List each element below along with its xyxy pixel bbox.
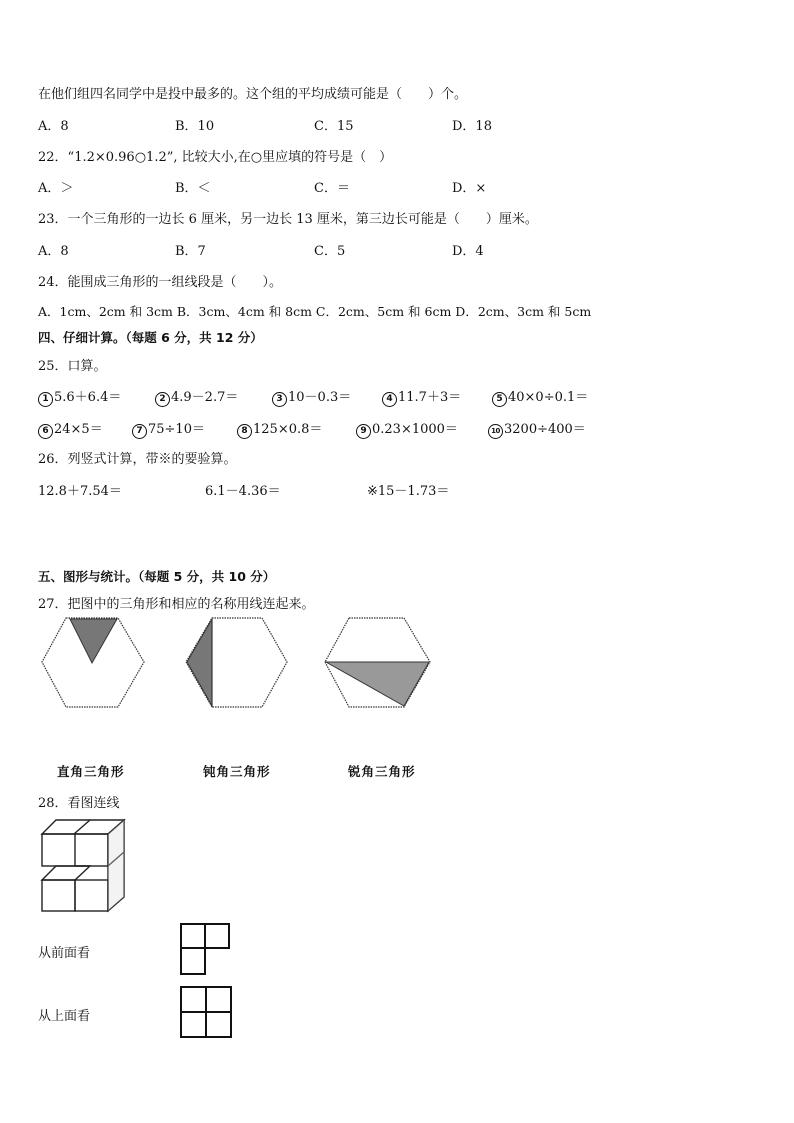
- q25-expr: 40×0÷0.1＝: [508, 390, 589, 405]
- q22-text: 22．“1.2×0.96○1.2”, 比较大小,在○里应填的符号是（ ）: [38, 150, 393, 165]
- q25-item-10: [488, 418, 586, 439]
- q21-option-a[interactable]: A．8: [38, 119, 69, 134]
- q25-expr: 4.9－2.7＝: [171, 390, 239, 405]
- circled-number: 9: [356, 424, 371, 439]
- caption-acute-triangle: 锐角三角形: [348, 764, 416, 779]
- q22-option-c[interactable]: C．＝: [314, 181, 350, 196]
- hexagon-figure-1: [40, 615, 150, 711]
- cube-stack-figure: [38, 817, 130, 915]
- circled-number: 3: [272, 392, 287, 407]
- q25-expr: 11.7＋3＝: [398, 390, 462, 405]
- q25-item-2: [155, 386, 238, 407]
- q25-item-1: [38, 386, 121, 407]
- q27-text: 27．把图中的三角形和相应的名称用线连起来。: [38, 597, 315, 612]
- q26-text: 26．列竖式计算，带※的要验算。: [38, 452, 237, 467]
- q21-option-d[interactable]: D．18: [452, 119, 492, 134]
- q21-text: 在他们组四名同学中是投中最多的。这个组的平均成绩可能是（ ）个。: [38, 87, 468, 102]
- q25-item-6: [38, 418, 103, 439]
- label-front-view: 从前面看: [38, 946, 91, 961]
- q24-options[interactable]: A．1cm、2cm 和 3cm B．3cm、4cm 和 8cm C．2cm、5cm 和 6cm D．2cm、3cm 和 5cm: [38, 304, 592, 319]
- hexagon-figure-3: [322, 615, 434, 711]
- caption-obtuse-triangle: 钝角三角形: [203, 764, 271, 779]
- circled-number: 8: [237, 424, 252, 439]
- circled-number: 6: [38, 424, 53, 439]
- circled-number: 5: [492, 392, 507, 407]
- q25-item-3: [272, 386, 351, 407]
- q24-text: 24．能围成三角形的一组线段是（ ）。: [38, 275, 283, 290]
- section4-title: 四、仔细计算。（每题 6 分，共 12 分）: [38, 330, 263, 345]
- q25-text: 25．口算。: [38, 359, 107, 374]
- front-view-grid: [178, 921, 232, 977]
- q21-option-b[interactable]: B．10: [175, 119, 215, 134]
- q25-expr: 75÷10＝: [148, 422, 205, 437]
- q23-option-a[interactable]: A．8: [38, 244, 69, 259]
- top-view-grid: [178, 984, 234, 1040]
- q25-expr: 3200÷400＝: [504, 422, 586, 437]
- q25-item-8: [237, 418, 322, 439]
- q28-text: 28．看图连线: [38, 796, 120, 811]
- section5-title: 五、图形与统计。（每题 5 分，共 10 分）: [38, 569, 276, 584]
- q23-option-d[interactable]: D．4: [452, 244, 484, 259]
- circled-number: 1: [38, 392, 53, 407]
- q23-text: 23．一个三角形的一边长 6 厘米，另一边长 13 厘米，第三边长可能是（ ）厘米。: [38, 212, 538, 227]
- q25-item-9: [356, 418, 458, 439]
- q25-item-7: [132, 418, 205, 439]
- q25-expr: 125×0.8＝: [253, 422, 323, 437]
- caption-right-triangle: 直角三角形: [57, 764, 125, 779]
- circled-number: 10: [488, 424, 503, 439]
- q25-expr: 5.6＋6.4＝: [54, 390, 122, 405]
- q26-item-2: 6.1－4.36＝: [205, 484, 281, 499]
- circled-number: 7: [132, 424, 147, 439]
- label-top-view: 从上面看: [38, 1009, 91, 1024]
- q25-expr: 24×5＝: [54, 422, 103, 437]
- hexagon-figure-2: [182, 615, 292, 711]
- circled-number: 4: [382, 392, 397, 407]
- q22-option-a[interactable]: A．＞: [38, 181, 74, 196]
- q25-item-4: [382, 386, 461, 407]
- q21-option-c[interactable]: C．15: [314, 119, 354, 134]
- q22-option-b[interactable]: B．＜: [175, 181, 211, 196]
- q25-item-5: [492, 386, 588, 407]
- q26-item-1: 12.8＋7.54＝: [38, 484, 122, 499]
- q25-expr: 10－0.3＝: [288, 390, 352, 405]
- q23-option-c[interactable]: C．5: [314, 244, 346, 259]
- q22-option-d[interactable]: D．×: [452, 181, 487, 196]
- circled-number: 2: [155, 392, 170, 407]
- q23-option-b[interactable]: B．7: [175, 244, 206, 259]
- q25-expr: 0.23×1000＝: [372, 422, 458, 437]
- q26-item-3: ※15－1.73＝: [367, 484, 450, 499]
